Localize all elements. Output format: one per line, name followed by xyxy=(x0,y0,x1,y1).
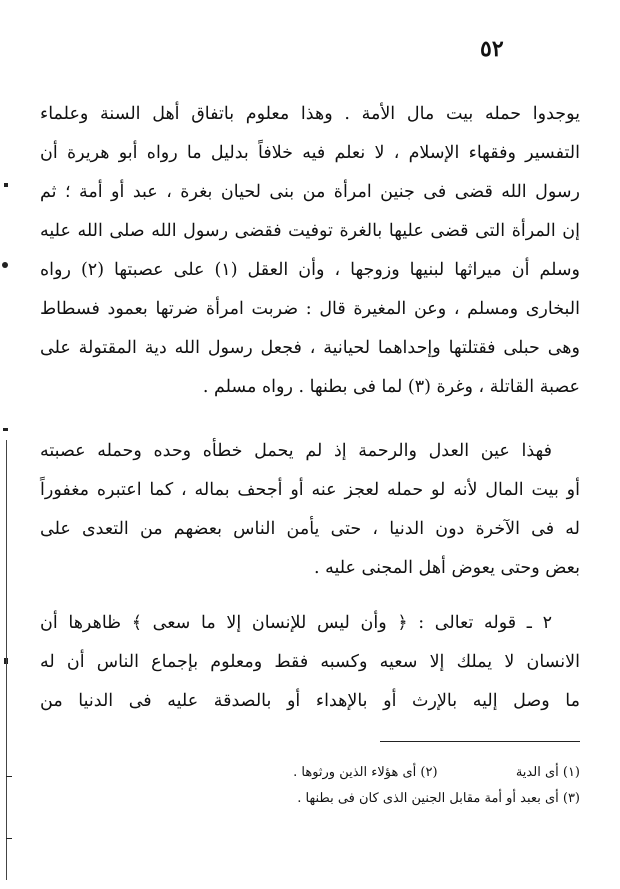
paragraph-1 xyxy=(40,95,580,407)
footnote-row xyxy=(40,760,580,786)
paragraph-3 xyxy=(40,604,580,721)
scan-mark xyxy=(2,262,8,268)
text-line: وسلم أن ميراثها لبنيها وزوجها ، وأن العقل (١) على عصبتها (٢) رواه xyxy=(40,260,580,280)
footnote-3: (٣) أى بعبد أو أمة مقابل الجنين الذى كان فى بطنها . xyxy=(297,791,580,806)
text-line: التفسير وفقهاء الإسلام ، لا نعلم فيه خلافاً بدليل ما رواه أبو هريرة أن xyxy=(40,143,580,163)
text-line: عصبة القاتلة ، وغرة (٣) لما فى بطنها . رواه مسلم . xyxy=(202,377,580,397)
text-line: يوجدوا حمله بيت مال الأمة . وهذا معلوم باتفاق أهل السنة وعلماء xyxy=(40,104,580,124)
scan-mark xyxy=(6,838,12,839)
page-number: ٥٢ xyxy=(480,36,504,62)
scan-mark xyxy=(6,776,12,777)
text-line: البخارى ومسلم ، وعن المغيرة قال : ضربت امرأة ضرتها بعمود فسطاط xyxy=(40,299,580,319)
text-line: رسول الله قضى فى جنين امرأة من بنى لحيان بغرة ، عبد أو أمة ؛ ثم xyxy=(40,182,580,202)
scan-edge xyxy=(6,440,7,880)
text-line: الانسان لا يملك إلا سعيه وكسبه فقط ومعلوم بإجماع الناس أن له xyxy=(40,652,580,672)
text-line: له فى الآخرة دون الدنيا ، حتى يأمن الناس بعضهم من التعدى على xyxy=(40,519,580,539)
footnote-2: (٢) أى هؤلاء الذين ورثوها . xyxy=(293,765,438,780)
text-line: بعض وحتى يعوض أهل المجنى عليه . xyxy=(313,558,580,578)
scan-mark xyxy=(3,428,8,431)
footnote-divider xyxy=(380,741,580,742)
text-line: ٢ ـ قوله تعالى : ﴿ وأن ليس للإنسان إلا ما سعى ﴾ ظاهرها أن xyxy=(40,613,552,633)
paragraph-2 xyxy=(40,432,580,588)
text-line: فهذا عين العدل والرحمة إذ لم يحمل خطأه وحده وحمله عصبته xyxy=(40,441,552,461)
scan-mark xyxy=(4,183,8,187)
footnotes xyxy=(40,760,580,812)
text-line: أو بيت المال لأنه لو حمله لعجز عنه أو أجحف بماله ، كما اعتبره مغفوراً xyxy=(40,480,580,500)
footnote-row xyxy=(40,786,580,812)
text-line: ما وصل إليه بالإرث أو بالإهداء أو بالصدقة عليه فى الدنيا من xyxy=(40,691,580,711)
text-line: وهى حبلى فقتلتها وإحداهما لحيانية ، فجعل رسول الله دية المقتولة على xyxy=(40,338,580,358)
text-line: إن المرأة التى قضى عليها بالغرة توفيت فقضى رسول الله صلى الله عليه xyxy=(40,221,580,241)
footnote-1: (١) أى الدية xyxy=(515,765,580,780)
